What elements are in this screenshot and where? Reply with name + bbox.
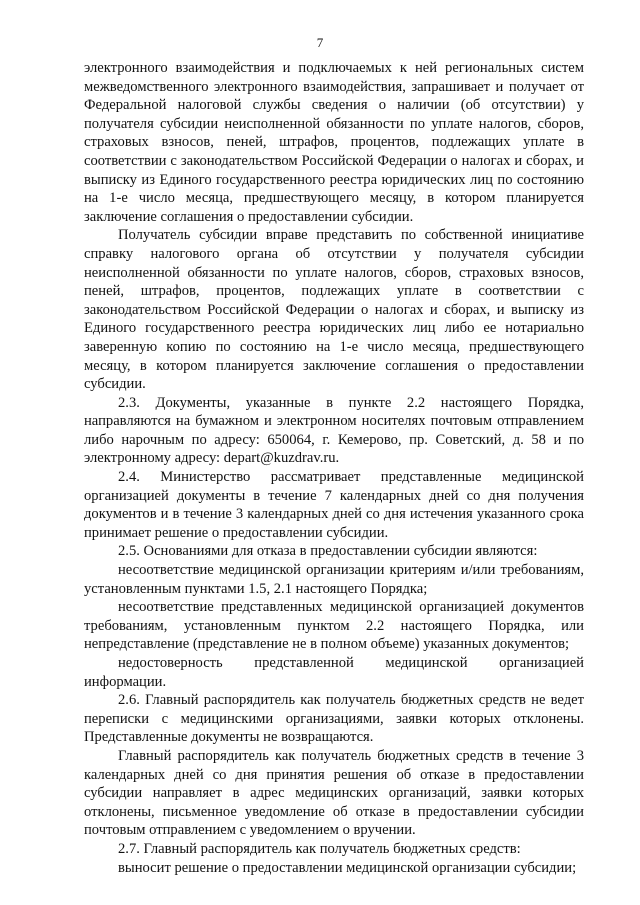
paragraph-2-6: 2.6. Главный распорядитель как получатель бюджетных средств не ведет переписки с медицинскими организациями, заявки которых отклонены. Представленные документы не возвращаются. [84, 692, 584, 746]
page-number: 7 [316, 35, 324, 50]
paragraph-2-4: 2.4. Министерство рассматривает представленные медицинской организацией документы в течение 7 календарных дней со дня получения документов и в течение 3 календарных дней со дня истечения указанного срока принимает решение о предоставлении субсидии. [84, 469, 584, 541]
document-body [84, 59, 584, 877]
paragraph-refusal-notice: Главный распорядитель как получатель бюджетных средств в течение 3 календарных дней со дня принятия решения об отказе в предоставлении субсидии направляет в адрес медицинских организаций, заявки которых отклонены, письменное уведомление об отказе в предоставлении субсидии почтовым отправлением с уведомлением о вручении. [84, 747, 584, 839]
paragraph-1: электронного взаимодействия и подключаемых к ней региональных систем межведомственного электронного взаимодействия, запрашивает и получает от Федеральной налоговой службы сведения о наличии (об отсутствии) у получателя субсидии неисполненной обязанности по уплате налогов, сборов, страховых взносов, пеней, штрафов, процентов, подлежащих уплате в соответствии с законодательством Российской Федерации о налогах и сборах, и выписку из Единого государственного реестра юридических лиц по состоянию на 1-е число месяца, предшествующего месяцу, в котором планируется заключение соглашения о предоставлении субсидии. [84, 60, 584, 225]
paragraph-2: Получатель субсидии вправе представить по собственной инициативе справку налогового органа об отсутствии у получателя субсидии неисполненной обязанности по уплате налогов, сборов, страховых взносов, пеней, штрафов, процентов, подлежащих уплате в соответствии с законодательством Российской Федерации о налогах и сборах, и выписку из Единого государственного реестра юридических лиц либо ее нотариально заверенную копию по состоянию на 1-е число месяца, предшествующего месяцу, в котором планируется заключение соглашения о предоставлении субсидии. [84, 227, 584, 393]
paragraph-2-5: 2.5. Основаниями для отказа в предоставлении субсидии являются: [118, 543, 538, 560]
refusal-ground-3: недостоверность представленной медицинской организацией информации. [84, 655, 584, 690]
refusal-ground-1: несоответствие медицинской организации критериям и/или требованиям, установленным пунктами 1.5, 2.1 настоящего Порядка; [84, 562, 584, 597]
paragraph-decision: выносит решение о предоставлении медицинской организации субсидии; [118, 859, 577, 876]
paragraph-2-7: 2.7. Главный распорядитель как получатель бюджетных средств: [118, 840, 521, 857]
refusal-ground-2: несоответствие представленных медицинской организацией документов требованиям, установленным пунктом 2.2 настоящего Порядка, или непредставление (представление не в полном объеме) указанных документов; [84, 599, 584, 653]
paragraph-2-3: 2.3. Документы, указанные в пункте 2.2 настоящего Порядка, направляются на бумажном и электронном носителях почтовым отправлением либо нарочным по адресу: 650064, г. Кемерово, пр. Советский, д. 58 и по электронному адресу: depart@kuzdrav.ru. [84, 394, 584, 467]
